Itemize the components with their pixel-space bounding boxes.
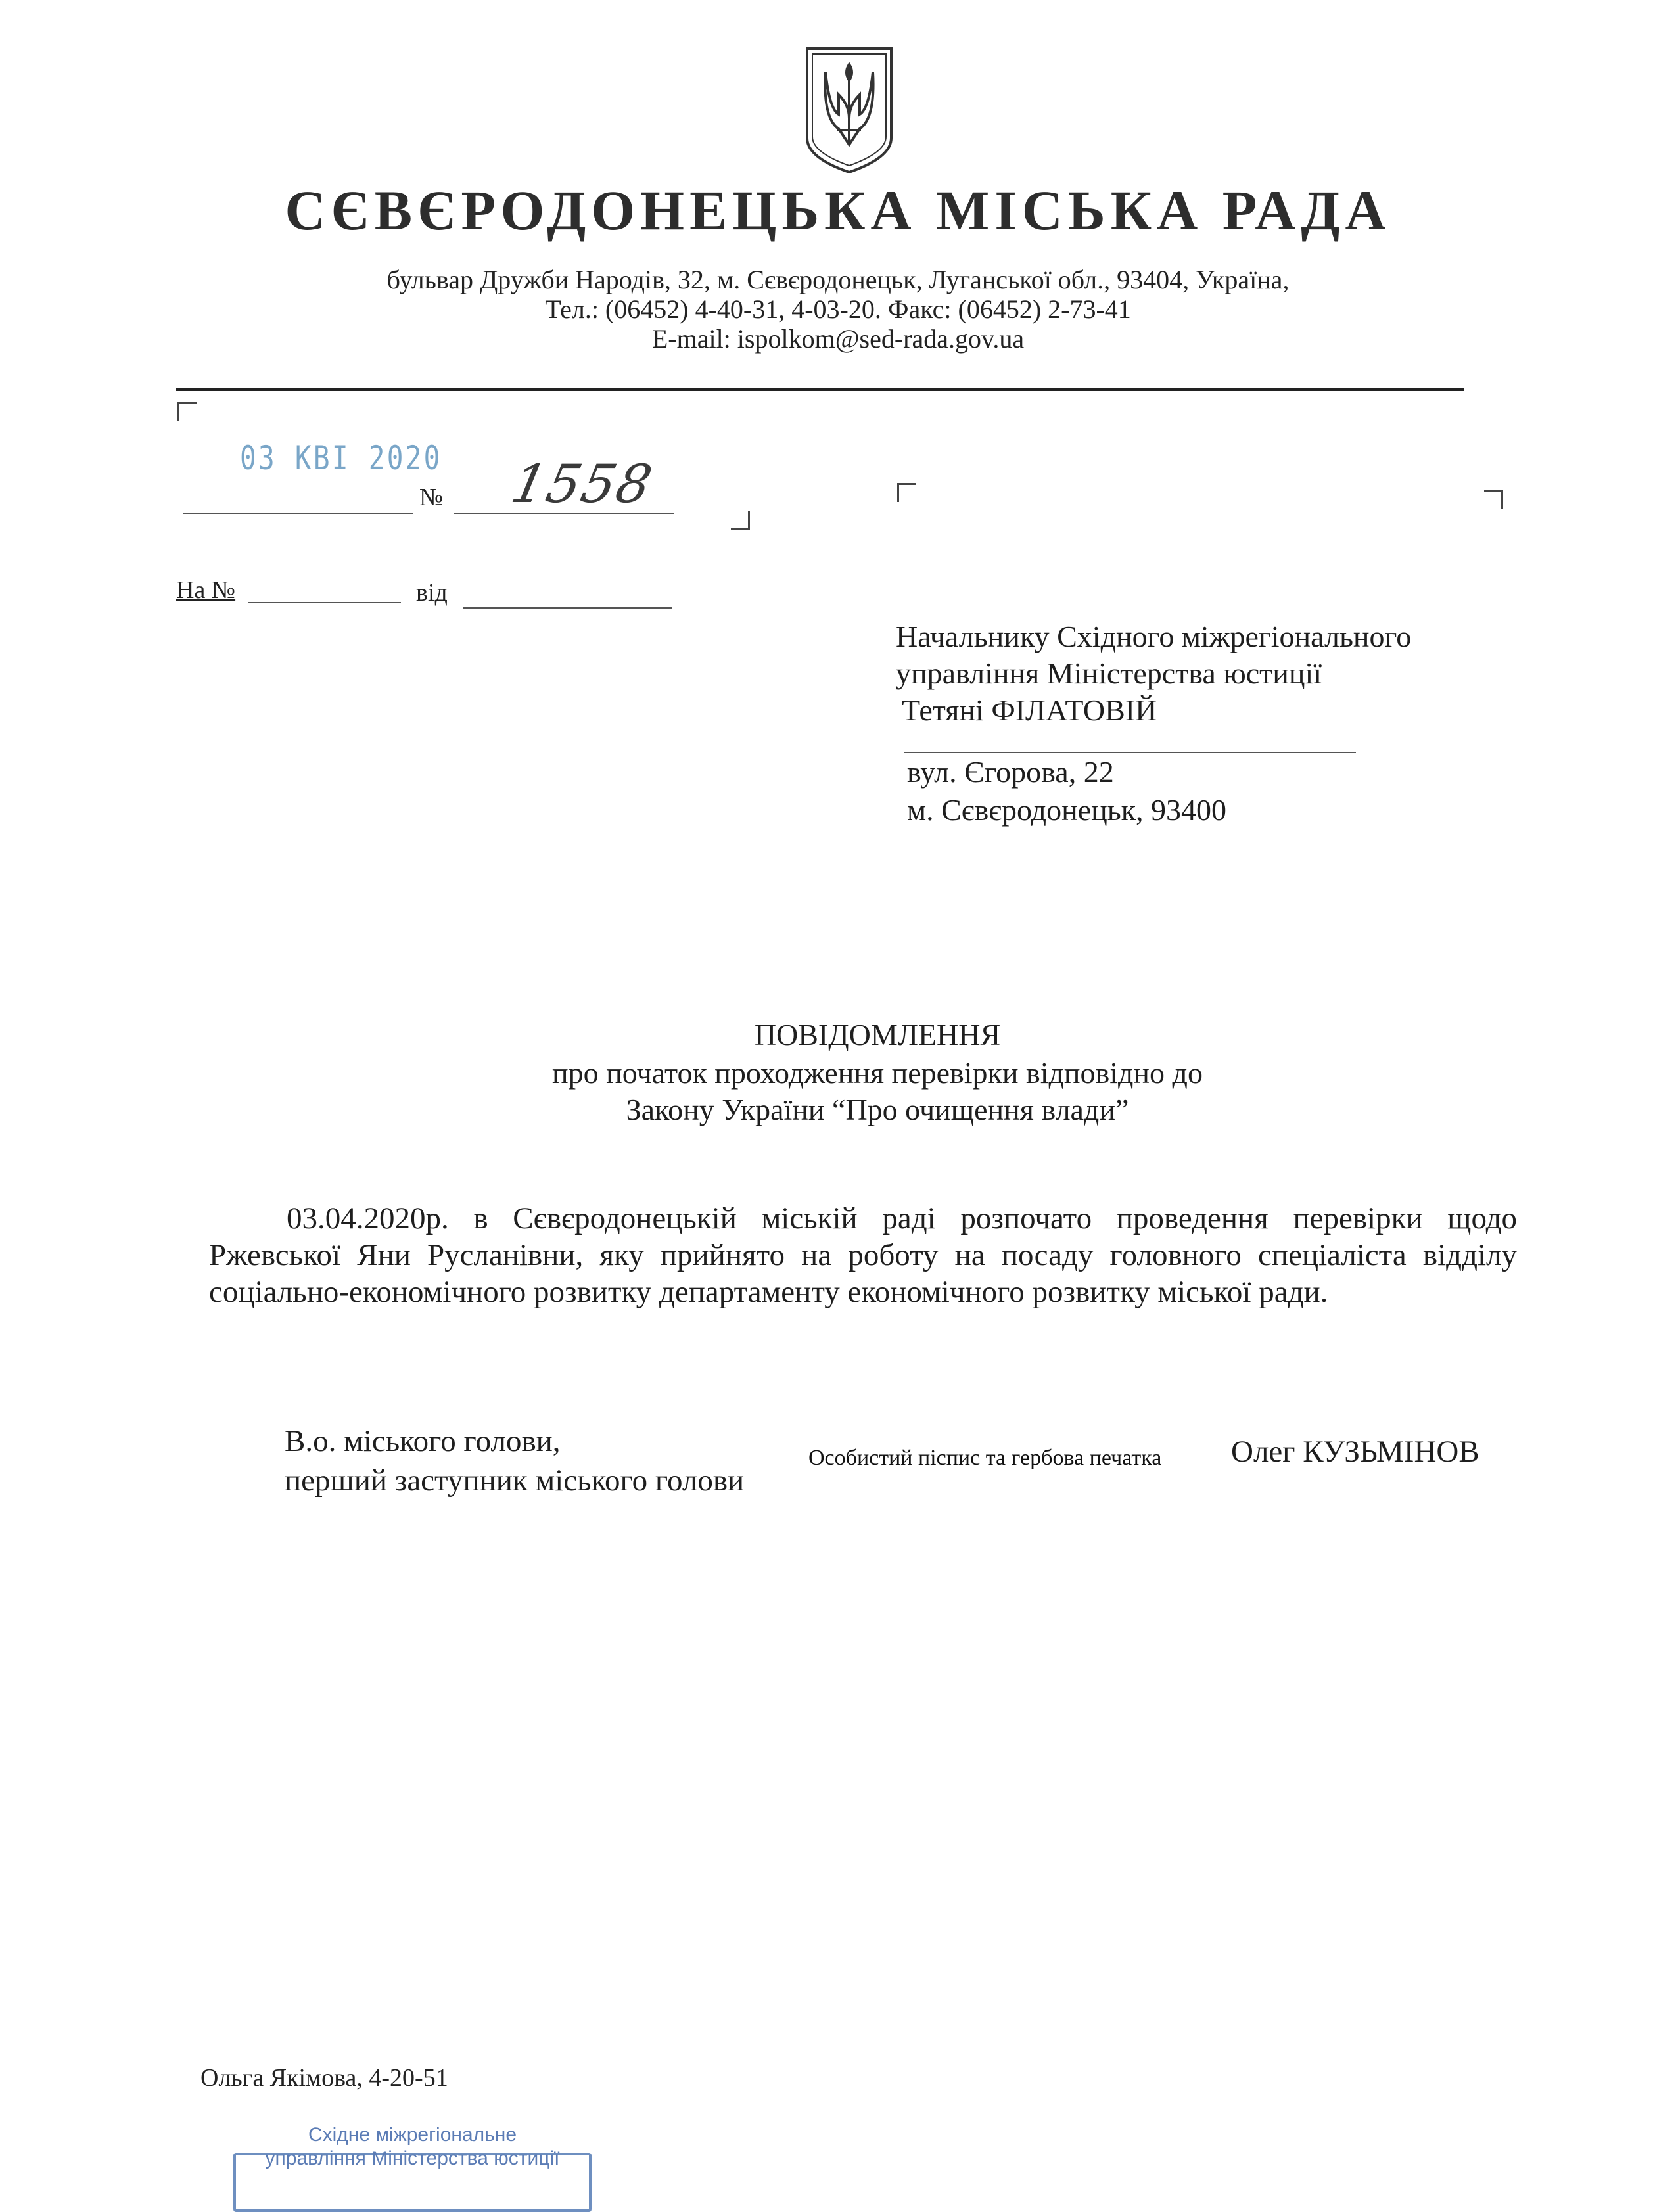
signatory-position-1: В.о. міського голови, [285,1424,561,1458]
email-line: E-mail: ispolkom@sed-rada.gov.ua [651,324,1025,354]
trident-emblem-icon [803,46,895,175]
reply-number-label: На № [176,576,236,604]
address-line: бульвар Дружби Народів, 32, м. Сєвєродонецьк, Луганської обл., 93404, Україна, [386,265,1290,294]
body-paragraph: 03.04.2020р. в Сєвєродонецькій міській раді розпочато проведення перевірки щодо Ржевської Яни Русланівни, яку прийнято на роботу на посаду головного спеціаліста відділу соціально-економічного розвитку департаменту економічного розвитку міської ради. [209,1201,1517,1309]
signatory-position-2: перший заступник міського голови [285,1463,745,1498]
reply-number-line [248,602,401,603]
organization-name: СЄВЄРОДОНЕЦЬКА МІСЬКА РАДА [285,179,1391,242]
document-title: ПОВІДОМЛЕННЯ [754,1018,1001,1051]
date-line [183,513,413,514]
date-stamp: 03 КВІ 2020 [240,439,442,477]
phone-line: Тел.: (06452) 4-40-31, 4-03-20. Факс: (06452) 2-73-41 [545,294,1131,324]
corner-mark [897,483,916,502]
number-sign: № [419,484,444,511]
header-divider [176,388,1464,391]
addressee-line-2: управління Міністерства юстиції [896,657,1322,690]
stamp-line-1: Східне міжрегіональне [308,2124,517,2146]
addressee-divider [904,752,1356,753]
title-line-2: про початок проходження перевірки відповідно до [552,1056,1203,1090]
title-line-3: Закону України “Про очищення влади” [626,1093,1129,1126]
signature-note: Особистий піспис та гербова печатка [808,1446,1162,1470]
addressee-city: м. Сєвєродонецьк, 93400 [907,793,1227,827]
outgoing-number: 1558 [506,453,659,515]
executor-contact: Ольга Якімова, 4-20-51 [200,2064,448,2092]
addressee-name: Тетяні ФІЛАТОВІЙ [902,693,1157,727]
addressee-street: вул. Єгорова, 22 [907,755,1114,789]
number-line [454,513,674,514]
corner-mark [1484,490,1503,509]
stamp-line-2: управління Міністерства юстиції [265,2148,560,2169]
from-label: від [416,579,448,607]
addressee-line-1: Начальнику Східного міжрегіонального [896,620,1412,653]
corner-mark [177,402,197,421]
from-date-line [463,607,672,609]
corner-mark [731,511,750,530]
signatory-name: Олег КУЗЬМІНОВ [1231,1435,1479,1469]
